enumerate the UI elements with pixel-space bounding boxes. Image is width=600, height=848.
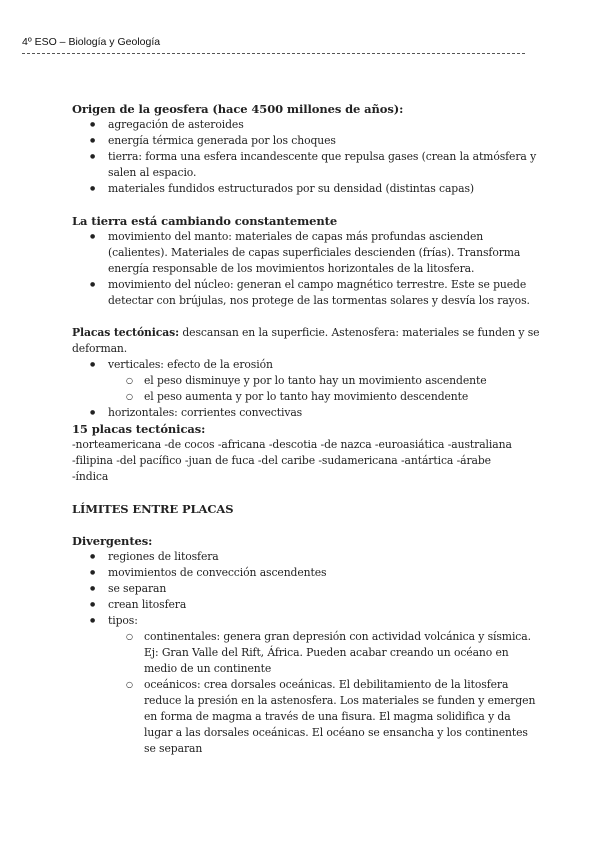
sublist-item: ○ continentales: genera gran depresión con actividad volcánica y sísmica. Ej: Gran Valle del Rift, África. Pueden acabar creando un océano en medio de un continente — [72, 629, 542, 677]
list-item — [72, 357, 542, 405]
list-cambiando — [72, 229, 542, 309]
list-item: ● movimiento del manto: materiales de capas más profundas ascienden (calientes). Materiales de capas superficiales descienden (frías). Transforma energía responsable de los movimientos horizontales de la litosfera. — [72, 229, 542, 277]
heading-cambiando: La tierra está cambiando constantemente — [72, 214, 338, 228]
header-divider — [22, 53, 525, 54]
placas-line: -índica — [72, 470, 109, 483]
sublist-item: ○ oceánicos: crea dorsales oceánicas. El debilitamiento de la litosfera reduce la presión en la astenosfera. Los materiales se funden y emergen en forma de magma a través de una fisura. El magma solidifica y da lugar a las dorsales oceánicas. El océano se ensancha y los continentes se separan — [72, 677, 542, 757]
list-item: ● crean litosfera — [72, 597, 542, 613]
list-item — [72, 613, 542, 757]
sublist-item: ○ el peso disminuye y por lo tanto hay un movimiento ascendente — [72, 373, 542, 389]
sublist-verticales — [72, 373, 542, 405]
heading-divergentes: Divergentes: — [72, 534, 153, 548]
list-item: ● se separan — [72, 581, 542, 597]
list-origen — [72, 117, 542, 197]
placas-line: -norteamericana -de cocos -africana -descotia -de nazca -euroasiática -australiana — [72, 438, 512, 451]
paragraph-placas — [72, 325, 542, 357]
list-item: ● horizontales: corrientes convectivas — [72, 405, 542, 421]
list-placas — [72, 357, 542, 421]
list-item: ● movimiento del núcleo: generan el campo magnético terrestre. Este se puede detectar con brújulas, nos protege de las tormentas solares y desvía los rayos. — [72, 277, 542, 309]
heading-limites: LÍMITES ENTRE PLACAS — [72, 502, 234, 516]
document-body — [72, 101, 542, 757]
page-header: 4º ESO – Biología y Geología — [22, 36, 161, 48]
heading-quince-placas: 15 placas tectónicas: — [72, 422, 206, 436]
tipos-label: tipos: — [108, 614, 138, 627]
list-item: ● agregación de asteroides — [72, 117, 542, 133]
placas-text: descansan en la superficie. Astenosfera: materiales se funden y se deforman. — [72, 326, 540, 355]
list-item: ● materiales fundidos estructurados por su densidad (distintas capas) — [72, 181, 542, 197]
list-item: ● tierra: forma una esfera incandescente que repulsa gases (crean la atmósfera y salen al espacio. — [72, 149, 542, 181]
placas-line: -filipina -del pacífico -juan de fuca -del caribe -sudamericana -antártica -árabe — [72, 454, 491, 467]
list-item: ● energía térmica generada por los choques — [72, 133, 542, 149]
sublist-item: ○ el peso aumenta y por lo tanto hay movimiento descendente — [72, 389, 542, 405]
verticales-label: verticales: efecto de la erosión — [108, 358, 273, 371]
sublist-tipos — [72, 629, 542, 757]
list-divergentes — [72, 549, 542, 757]
list-item: ● regiones de litosfera — [72, 549, 542, 565]
heading-origen: Origen de la geosfera (hace 4500 millones de años): — [72, 102, 404, 116]
list-item: ● movimientos de convección ascendentes — [72, 565, 542, 581]
heading-placas: Placas tectónicas: — [72, 326, 180, 339]
